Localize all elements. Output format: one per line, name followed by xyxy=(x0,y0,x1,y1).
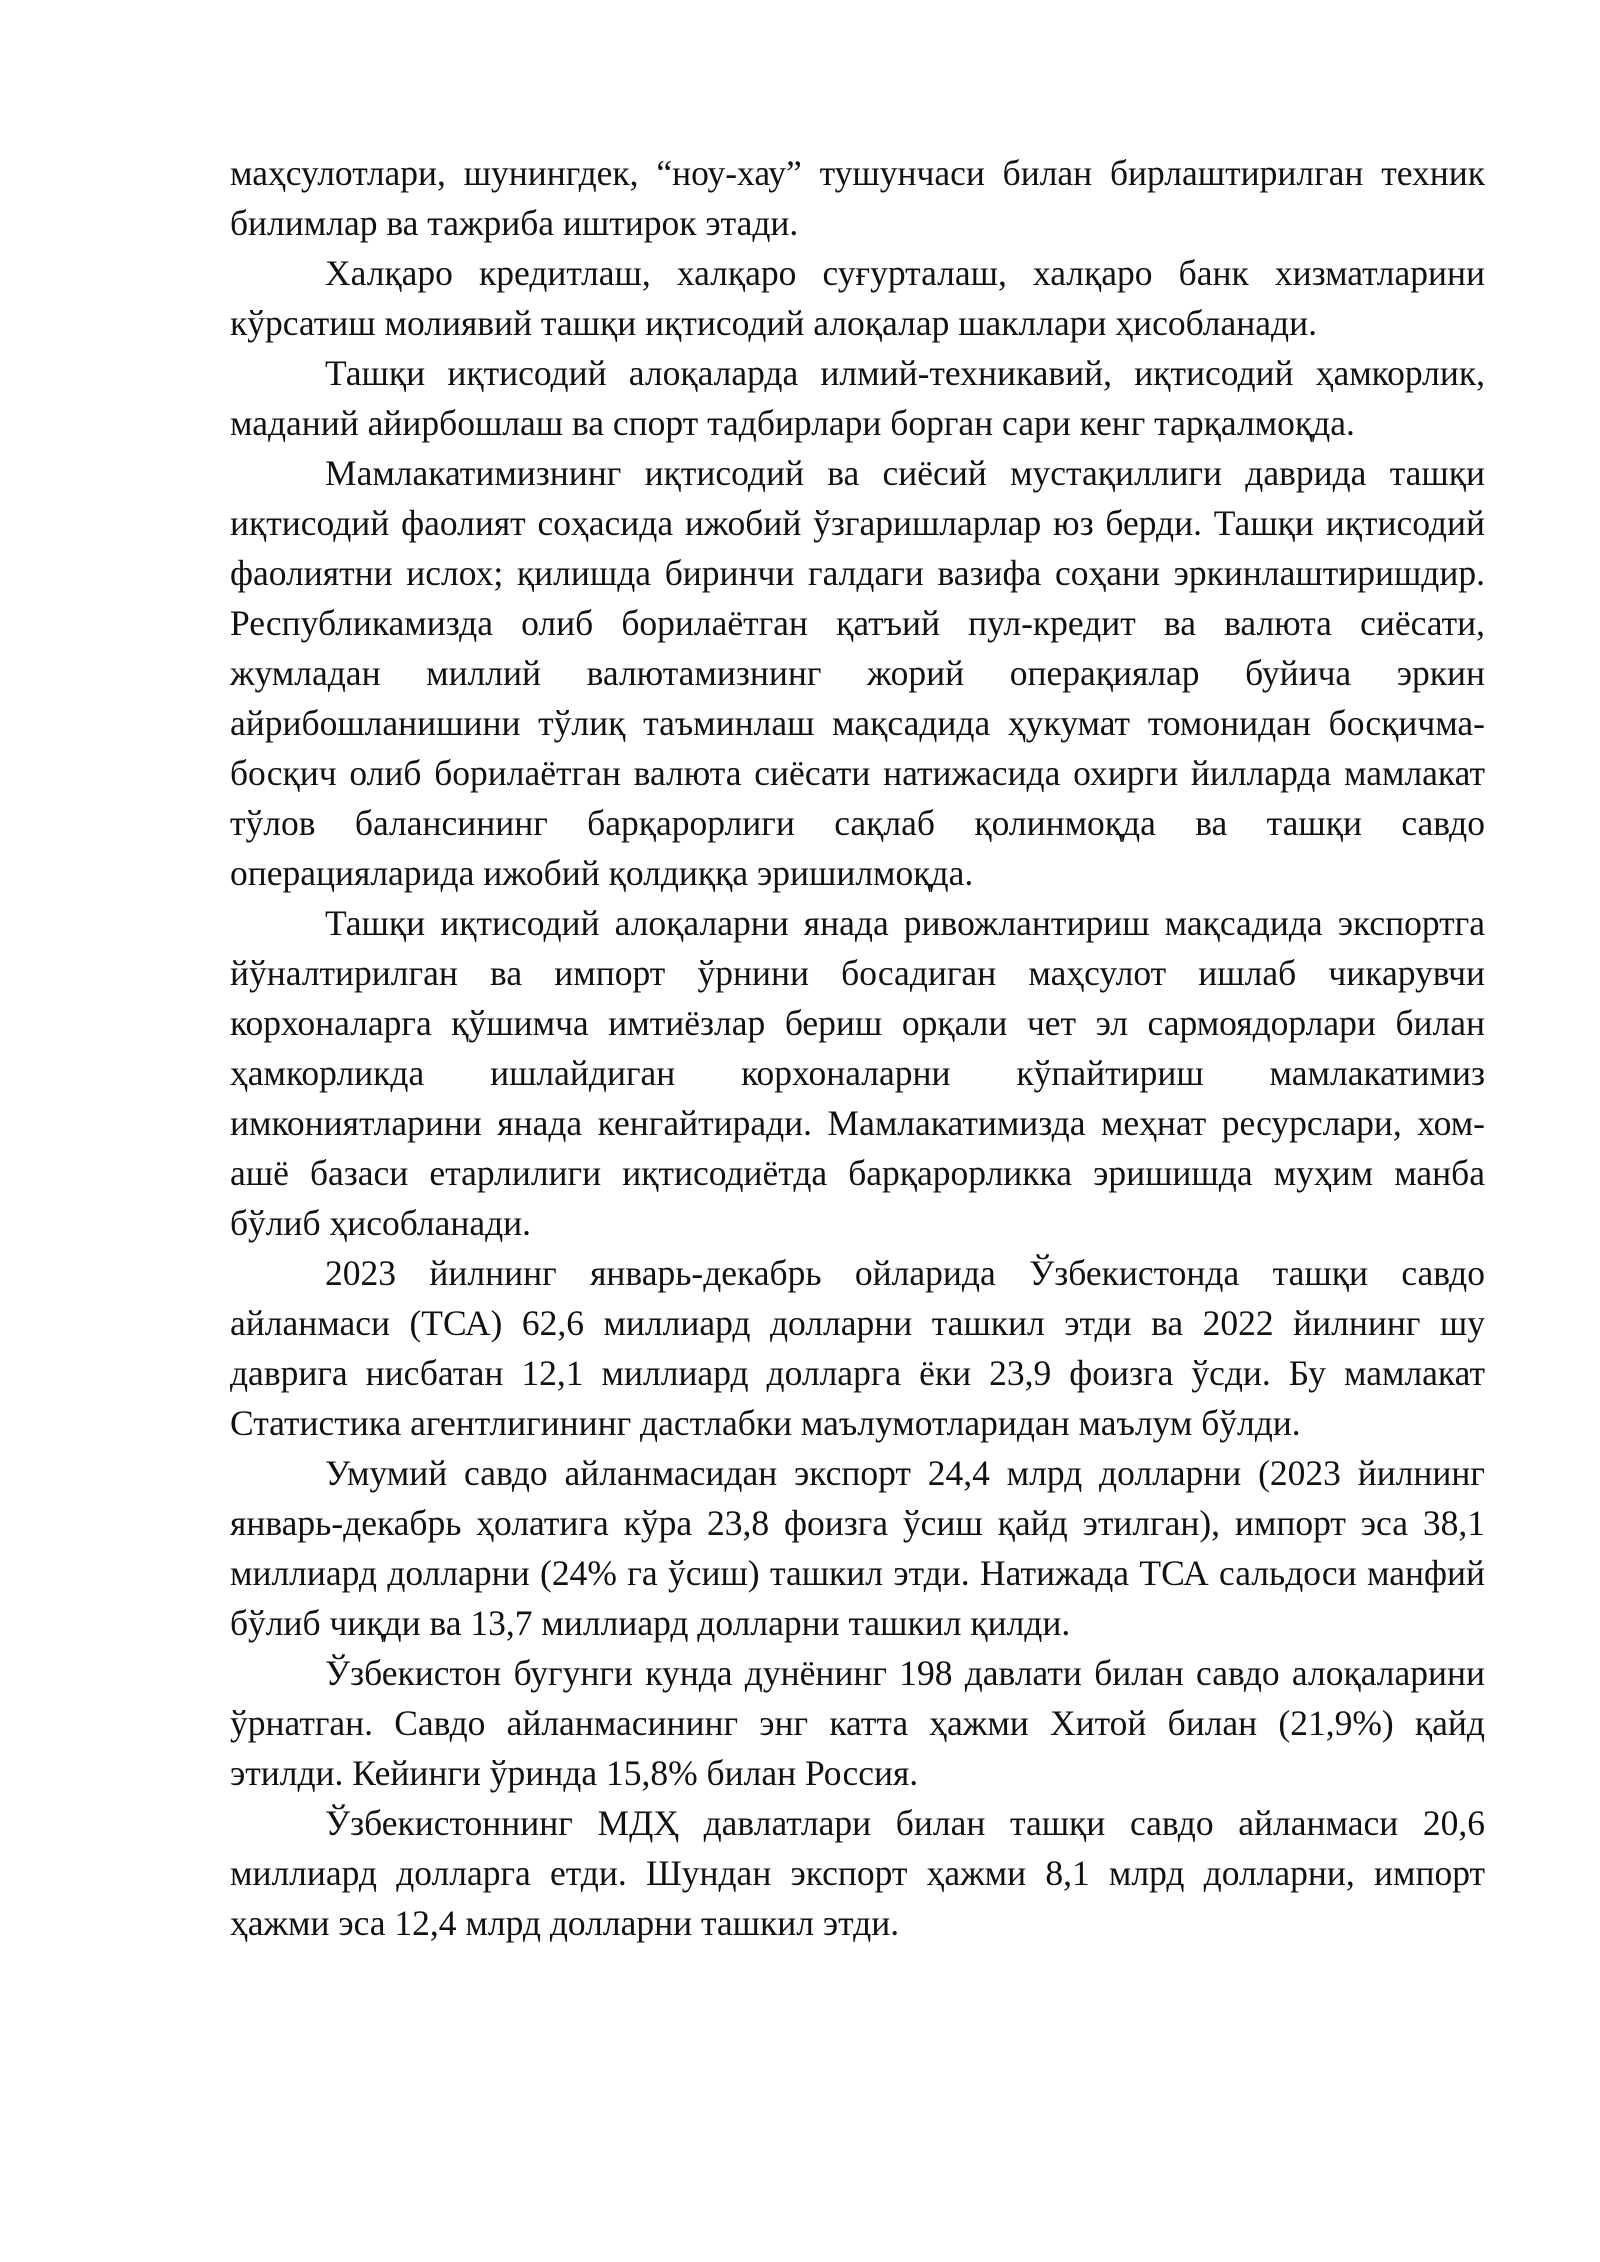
paragraph-trade-partners: Ўзбекистон бугунги кунда дунёнинг 198 давлати билан савдо алоқаларини ўрнатган. Савдо айланмасининг энг катта ҳажми Хитой билан (21,9%) қайд этилди. Кейинги ўринда 15,8% билан Россия. xyxy=(230,1653,1485,1793)
document-body xyxy=(230,148,1485,1948)
paragraph-export-import: Умумий савдо айланмасидан экспорт 24,4 млрд долларни (2023 йилнинг январь-декабрь ҳолатига кўра 23,8 фоизга ўсиш қайд этилган), импорт эса 38,1 миллиард долларни (24% га ўсиш) ташкил этди. Натижада ТСА сальдоси манфий бўлиб чиқди ва 13,7 миллиард долларни ташкил қилди. xyxy=(230,1453,1485,1643)
paragraph-export-development: Ташқи иқтисодий алоқаларни янада ривожлантириш мақсадида экспортга йўналтирилган ва импорт ўрнини босадиган маҳсулот ишлаб чикарувчи корхоналарга қўшимча имтиёзлар бериш орқали чет эл сармоядорлари билан ҳамкорликда ишлайдиган корхоналарни кўпайтириш мамлакатимиз имкониятларини янада кенгайтиради. Мамлакатимизда меҳнат ресурслари, хом-ашё базаси етарлилиги иқтисодиётда барқарорликка эришишда муҳим манба бўлиб ҳисобланади. xyxy=(230,903,1485,1243)
paragraph-trade-turnover-2023: 2023 йилнинг январь-декабрь ойларида Ўзбекистонда ташқи савдо айланмаси (ТСА) 62,6 миллиард долларни ташкил этди ва 2022 йилнинг шу даврига нисбатан 12,1 миллиард долларга ёки 23,9 фоизга ўсди. Бу мамлакат Статистика агентлигининг дастлабки маълумотларидан маълум бўлди. xyxy=(230,1253,1485,1443)
paragraph-continuation: маҳсулотлари, шунингдек, “ноу-хау” тушунчаси билан бирлаштирилган техник билимлар ва тажриба иштирок этади. xyxy=(230,153,1485,243)
paragraph-independence-reforms: Мамлакатимизнинг иқтисодий ва сиёсий мустақиллиги даврида ташқи иқтисодий фаолият соҳасида ижобий ўзгаришларлар юз берди. Ташқи иқтисодий фаолиятни ислох; қилишда биринчи галдаги вазифа соҳани эркинлаштиришдир. Республикамизда олиб борилаётган қатъий пул-кредит ва валюта сиёсати, жумладан миллий валютамизнинг жорий операқиялар буйича эркин айрибошланишини тўлиқ таъминлаш мақсадида ҳукумат томонидан босқичма-босқич олиб борилаётган валюта сиёсати натижасида охирги йилларда мамлакат тўлов балансининг барқарорлиги сақлаб қолинмоқда ва ташқи савдо операцияларида ижобий қолдиққа эришилмоқда. xyxy=(230,453,1485,893)
paragraph-financial-relations: Халқаро кредитлаш, халқаро суғурталаш, халқаро банк хизматларини кўрсатиш молиявий ташқи иқтисодий алоқалар шакллари ҳисобланади. xyxy=(230,253,1485,343)
paragraph-cis-trade: Ўзбекистоннинг МДҲ давлатлари билан ташқи савдо айланмаси 20,6 миллиард долларга етди. Шундан экспорт ҳажми 8,1 млрд долларни, импорт ҳажми эса 12,4 млрд долларни ташкил этди. xyxy=(230,1803,1485,1943)
paragraph-cooperation-forms: Ташқи иқтисодий алоқаларда илмий-техникавий, иқтисодий ҳамкорлик, маданий айирбошлаш ва спорт тадбирлари борган сари кенг тарқалмоқда. xyxy=(230,353,1485,443)
